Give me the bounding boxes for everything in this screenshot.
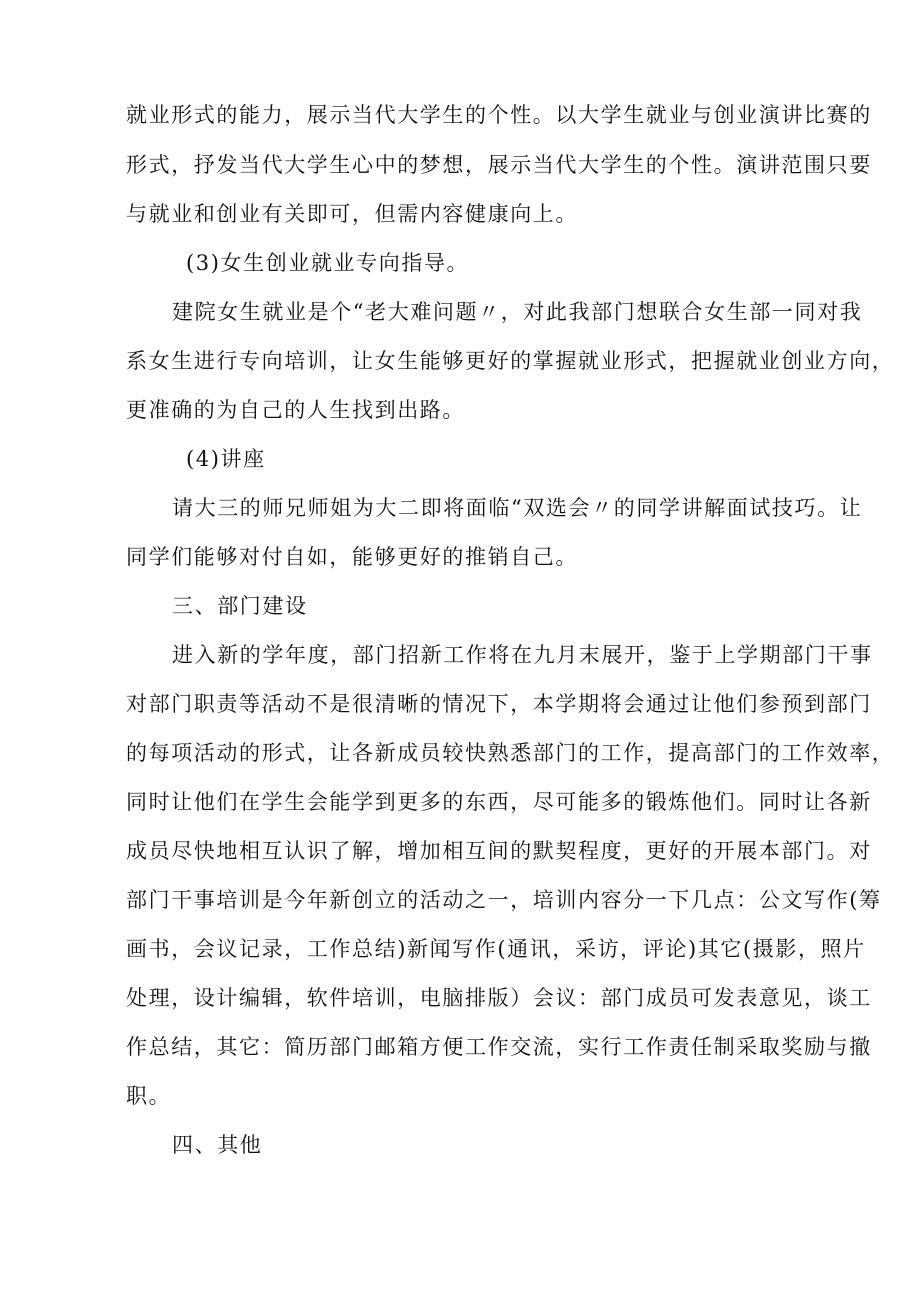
paragraph-4-line-2: 对部门职责等活动不是很清晰的情况下，本学期将会通过让他们参预到部门 (126, 692, 872, 716)
section-heading-4: 四、其他 (172, 1133, 263, 1157)
paragraph-2-line-2: 系女生进行专向培训，让女生能够更好的掌握就业形式，把握就业创业方向， (126, 349, 895, 373)
paragraph-4-line-6: 部门干事培训是今年新创立的活动之一，培训内容分一下几点：公文写作(筹 (126, 888, 882, 912)
paragraph-1-line-3: 与就业和创业有关即可，但需内容健康向上。 (126, 202, 578, 226)
paragraph-4-line-10: 职。 (126, 1084, 172, 1108)
paragraph-2-line-3: 更准确的为自己的人生找到出路。 (126, 398, 465, 422)
paragraph-1-line-1: 就业形式的能力，展示当代大学生的个性。以大学生就业与创业演讲比赛的 (126, 103, 872, 127)
paragraph-4-line-4: 同时让他们在学生会能学到更多的东西，尽可能多的锻炼他们。同时让各新 (126, 790, 872, 814)
paragraph-4-line-8: 处理，设计编辑，软件培训，电脑排版）会议：部门成员可发表意见，谈工 (126, 986, 872, 1010)
paragraph-4-line-7: 画书，会议记录，工作总结)新闻写作(通讯，采访，评论)其它(摄影，照片 (126, 937, 866, 961)
section-heading-3: 三、部门建设 (172, 594, 308, 618)
paragraph-4-line-5: 成员尽快地相互认识了解，增加相互间的默契程度，更好的开展本部门。对 (126, 839, 872, 863)
paragraph-1-line-2: 形式，抒发当代大学生心中的梦想，展示当代大学生的个性。演讲范围只要 (126, 153, 872, 177)
paragraph-3-line-1: 请大三的师兄师姐为大二即将面临“双选会〃的同学讲解面试技巧。让 (172, 496, 863, 520)
paragraph-3-line-2: 同学们能够对付自如，能够更好的推销自己。 (126, 545, 578, 569)
heading-item-3: (3)女生创业就业专向指导。 (186, 251, 470, 275)
paragraph-2-line-1: 建院女生就业是个“老大难问题〃，对此我部门想联合女生部一同对我 (172, 300, 863, 324)
paragraph-4-line-3: 的每项活动的形式，让各新成员较快熟悉部门的工作，提高部门的工作效率， (126, 741, 895, 765)
paragraph-4-line-9: 作总结，其它：简历部门邮箱方便工作交流，实行工作责任制采取奖励与撤 (126, 1035, 872, 1059)
heading-item-4: (4)讲座 (186, 447, 266, 471)
paragraph-4-line-1: 进入新的学年度，部门招新工作将在九月末展开，鉴于上学期部门干事 (172, 643, 873, 667)
